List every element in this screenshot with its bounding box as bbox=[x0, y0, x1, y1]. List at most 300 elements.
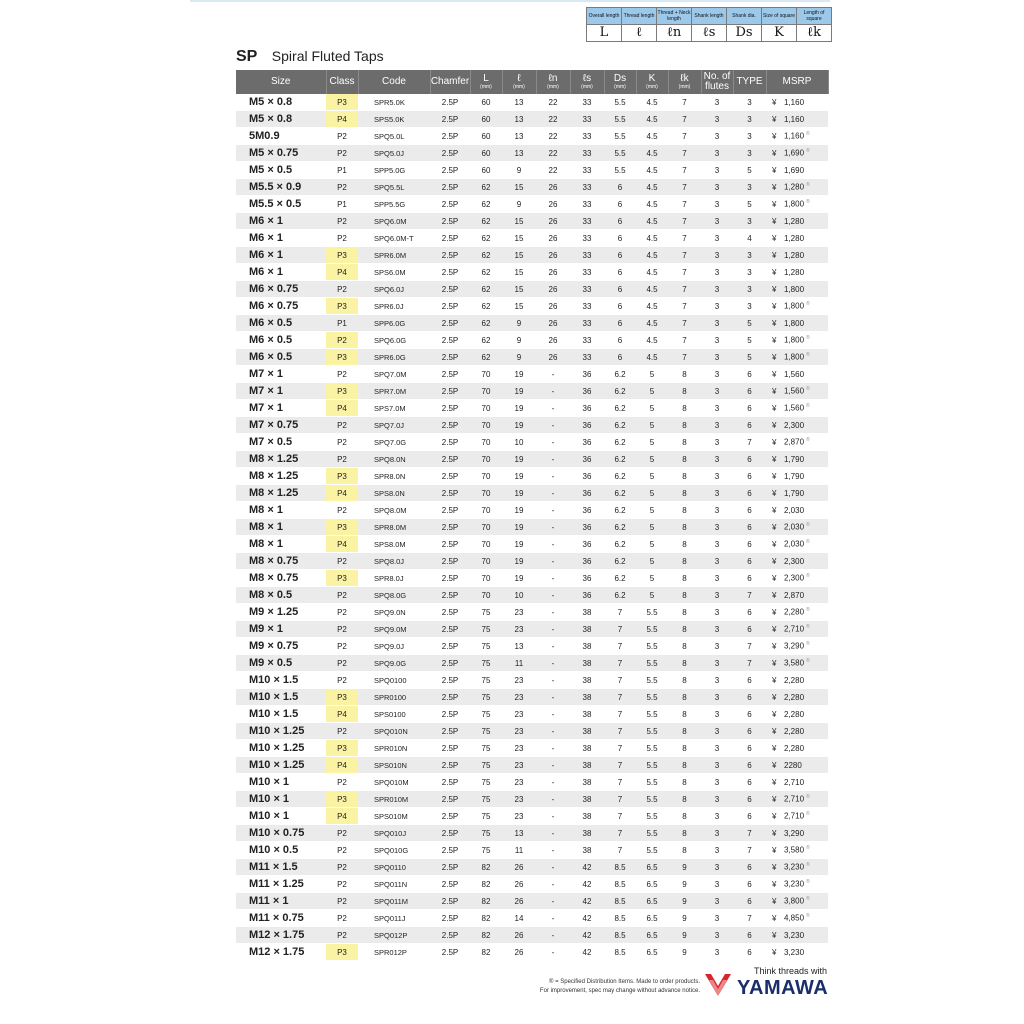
cell-class: P2 bbox=[326, 604, 358, 621]
cell-thread-length: 13 bbox=[502, 94, 536, 111]
cell-size: M9 × 1 bbox=[236, 621, 326, 638]
cell-overall-length: 62 bbox=[470, 179, 502, 196]
table-row bbox=[236, 315, 828, 332]
cell-chamfer: 2.5P bbox=[430, 111, 470, 128]
cell-flutes: 3 bbox=[701, 230, 733, 247]
currency-symbol: ¥ bbox=[772, 148, 777, 158]
cell-class: P2 bbox=[326, 417, 358, 434]
currency-symbol: ¥ bbox=[772, 777, 777, 787]
cell-msrp bbox=[766, 604, 828, 621]
cell-type: 7 bbox=[733, 638, 766, 655]
cell-msrp bbox=[766, 825, 828, 842]
cell-thread-length: 23 bbox=[502, 672, 536, 689]
cell-chamfer: 2.5P bbox=[430, 791, 470, 808]
msrp-value: 2,030 bbox=[784, 539, 805, 549]
cell-code: SPQ010M bbox=[358, 774, 430, 791]
cell-overall-length: 82 bbox=[470, 927, 502, 944]
cell-chamfer: 2.5P bbox=[430, 162, 470, 179]
cell-shank-dia: 7 bbox=[604, 689, 636, 706]
cell-chamfer: 2.5P bbox=[430, 774, 470, 791]
cell-class: P2 bbox=[326, 179, 358, 196]
cell-type: 6 bbox=[733, 400, 766, 417]
legend-symbol: ℓn bbox=[657, 25, 692, 42]
table-row bbox=[236, 179, 828, 196]
cell-flutes: 3 bbox=[701, 111, 733, 128]
cell-shank-length: 33 bbox=[570, 332, 604, 349]
cell-code: SPR8.0M bbox=[358, 519, 430, 536]
table-row bbox=[236, 434, 828, 451]
table-row bbox=[236, 825, 828, 842]
cell-neck-length: 22 bbox=[536, 111, 570, 128]
cell-thread-length: 9 bbox=[502, 162, 536, 179]
cell-shank-length: 38 bbox=[570, 791, 604, 808]
cell-shank-dia: 6 bbox=[604, 264, 636, 281]
table-row bbox=[236, 859, 828, 876]
cell-msrp bbox=[766, 791, 828, 808]
cell-flutes: 3 bbox=[701, 468, 733, 485]
cell-neck-length: - bbox=[536, 944, 570, 961]
currency-symbol: ¥ bbox=[772, 828, 777, 838]
cell-square-length: 9 bbox=[668, 927, 701, 944]
cell-square-size: 5 bbox=[636, 502, 668, 519]
cell-square-length: 7 bbox=[668, 162, 701, 179]
cell-shank-length: 38 bbox=[570, 842, 604, 859]
cell-thread-length: 14 bbox=[502, 910, 536, 927]
cell-thread-length: 19 bbox=[502, 400, 536, 417]
cell-shank-dia: 6.2 bbox=[604, 451, 636, 468]
column-header bbox=[570, 70, 604, 94]
currency-symbol: ¥ bbox=[772, 454, 777, 464]
currency-symbol: ¥ bbox=[772, 488, 777, 498]
cell-shank-length: 33 bbox=[570, 213, 604, 230]
cell-size: M8 × 1 bbox=[236, 502, 326, 519]
cell-square-length: 8 bbox=[668, 774, 701, 791]
cell-flutes: 3 bbox=[701, 128, 733, 145]
cell-shank-length: 36 bbox=[570, 570, 604, 587]
cell-msrp bbox=[766, 111, 828, 128]
cell-thread-length: 23 bbox=[502, 604, 536, 621]
cell-shank-dia: 6 bbox=[604, 332, 636, 349]
column-header-label: TYPE bbox=[736, 76, 763, 87]
cell-shank-dia: 8.5 bbox=[604, 944, 636, 961]
cell-type: 6 bbox=[733, 944, 766, 961]
cell-square-size: 5 bbox=[636, 536, 668, 553]
cell-code: SPR5.0K bbox=[358, 94, 430, 111]
cell-thread-length: 23 bbox=[502, 774, 536, 791]
cell-type: 3 bbox=[733, 213, 766, 230]
msrp-value: 1,800 bbox=[784, 352, 805, 362]
cell-msrp bbox=[766, 859, 828, 876]
cell-shank-dia: 6.2 bbox=[604, 434, 636, 451]
cell-shank-length: 33 bbox=[570, 315, 604, 332]
cell-thread-length: 13 bbox=[502, 638, 536, 655]
legend-symbol: ℓ bbox=[622, 25, 657, 42]
table-row bbox=[236, 638, 828, 655]
table-row bbox=[236, 740, 828, 757]
cell-shank-length: 42 bbox=[570, 927, 604, 944]
cell-msrp bbox=[766, 94, 828, 111]
cell-size: M10 × 1.5 bbox=[236, 689, 326, 706]
column-header bbox=[701, 70, 733, 94]
cell-chamfer: 2.5P bbox=[430, 570, 470, 587]
cell-square-size: 5.5 bbox=[636, 791, 668, 808]
cell-neck-length: - bbox=[536, 366, 570, 383]
cell-square-size: 5 bbox=[636, 417, 668, 434]
table-row bbox=[236, 876, 828, 893]
cell-flutes: 3 bbox=[701, 859, 733, 876]
currency-symbol: ¥ bbox=[772, 386, 777, 396]
cell-chamfer: 2.5P bbox=[430, 332, 470, 349]
cell-flutes: 3 bbox=[701, 298, 733, 315]
cell-neck-length: 26 bbox=[536, 264, 570, 281]
msrp-value: 3,230 bbox=[784, 879, 805, 889]
cell-flutes: 3 bbox=[701, 434, 733, 451]
cell-msrp bbox=[766, 740, 828, 757]
cell-square-size: 5 bbox=[636, 485, 668, 502]
cell-class: P3 bbox=[326, 740, 358, 757]
table-row bbox=[236, 485, 828, 502]
currency-symbol: ¥ bbox=[772, 556, 777, 566]
cell-shank-length: 38 bbox=[570, 604, 604, 621]
cell-overall-length: 82 bbox=[470, 944, 502, 961]
cell-thread-length: 13 bbox=[502, 145, 536, 162]
cell-class: P2 bbox=[326, 366, 358, 383]
cell-shank-dia: 5.5 bbox=[604, 111, 636, 128]
cell-square-length: 8 bbox=[668, 468, 701, 485]
cell-overall-length: 82 bbox=[470, 910, 502, 927]
cell-square-size: 6.5 bbox=[636, 893, 668, 910]
cell-shank-dia: 6.2 bbox=[604, 553, 636, 570]
table-row bbox=[236, 944, 828, 961]
cell-overall-length: 75 bbox=[470, 842, 502, 859]
cell-neck-length: - bbox=[536, 893, 570, 910]
cell-shank-dia: 5.5 bbox=[604, 162, 636, 179]
cell-neck-length: 22 bbox=[536, 162, 570, 179]
cell-thread-length: 23 bbox=[502, 621, 536, 638]
cell-square-size: 5 bbox=[636, 587, 668, 604]
cell-code: SPQ7.0G bbox=[358, 434, 430, 451]
cell-shank-length: 42 bbox=[570, 910, 604, 927]
distribution-mark: ® bbox=[806, 607, 810, 614]
cell-flutes: 3 bbox=[701, 876, 733, 893]
table-row bbox=[236, 553, 828, 570]
cell-overall-length: 62 bbox=[470, 315, 502, 332]
cell-flutes: 3 bbox=[701, 264, 733, 281]
cell-overall-length: 62 bbox=[470, 298, 502, 315]
cell-square-size: 5.5 bbox=[636, 808, 668, 825]
cell-code: SPQ010J bbox=[358, 825, 430, 842]
cell-shank-dia: 6.2 bbox=[604, 536, 636, 553]
cell-size: M6 × 1 bbox=[236, 213, 326, 230]
cell-shank-dia: 6.2 bbox=[604, 587, 636, 604]
cell-square-length: 8 bbox=[668, 638, 701, 655]
cell-shank-length: 33 bbox=[570, 196, 604, 213]
cell-shank-dia: 6 bbox=[604, 247, 636, 264]
cell-code: SPQ5.0L bbox=[358, 128, 430, 145]
cell-square-size: 4.5 bbox=[636, 145, 668, 162]
cell-flutes: 3 bbox=[701, 927, 733, 944]
cell-neck-length: - bbox=[536, 689, 570, 706]
cell-chamfer: 2.5P bbox=[430, 213, 470, 230]
cell-type: 6 bbox=[733, 672, 766, 689]
currency-symbol: ¥ bbox=[772, 471, 777, 481]
cell-shank-dia: 6.2 bbox=[604, 502, 636, 519]
msrp-value: 1,800 bbox=[784, 335, 805, 345]
cell-shank-dia: 6.2 bbox=[604, 485, 636, 502]
cell-shank-dia: 6 bbox=[604, 298, 636, 315]
cell-code: SPQ010N bbox=[358, 723, 430, 740]
currency-symbol: ¥ bbox=[772, 675, 777, 685]
cell-square-size: 5 bbox=[636, 519, 668, 536]
cell-overall-length: 62 bbox=[470, 349, 502, 366]
currency-symbol: ¥ bbox=[772, 369, 777, 379]
cell-neck-length: - bbox=[536, 383, 570, 400]
cell-type: 3 bbox=[733, 247, 766, 264]
cell-chamfer: 2.5P bbox=[430, 859, 470, 876]
cell-thread-length: 23 bbox=[502, 757, 536, 774]
cell-class: P2 bbox=[326, 893, 358, 910]
msrp-value: 2,300 bbox=[784, 556, 805, 566]
cell-square-length: 7 bbox=[668, 247, 701, 264]
cell-shank-dia: 7 bbox=[604, 842, 636, 859]
cell-class: P2 bbox=[326, 774, 358, 791]
cell-neck-length: 26 bbox=[536, 213, 570, 230]
cell-shank-length: 33 bbox=[570, 162, 604, 179]
cell-square-size: 5.5 bbox=[636, 604, 668, 621]
cell-overall-length: 60 bbox=[470, 145, 502, 162]
msrp-value: 2,870 bbox=[784, 590, 805, 600]
table-row bbox=[236, 230, 828, 247]
cell-square-length: 7 bbox=[668, 128, 701, 145]
cell-neck-length: 26 bbox=[536, 230, 570, 247]
cell-square-size: 5 bbox=[636, 468, 668, 485]
cell-overall-length: 75 bbox=[470, 672, 502, 689]
cell-chamfer: 2.5P bbox=[430, 179, 470, 196]
currency-symbol: ¥ bbox=[772, 930, 777, 940]
column-header-unit: (mm) bbox=[581, 84, 593, 90]
column-header bbox=[668, 70, 701, 94]
cell-chamfer: 2.5P bbox=[430, 298, 470, 315]
cell-chamfer: 2.5P bbox=[430, 485, 470, 502]
cell-shank-dia: 7 bbox=[604, 757, 636, 774]
currency-symbol: ¥ bbox=[772, 624, 777, 634]
cell-square-size: 4.5 bbox=[636, 247, 668, 264]
cell-neck-length: - bbox=[536, 740, 570, 757]
cell-thread-length: 23 bbox=[502, 706, 536, 723]
msrp-value: 1,280 bbox=[784, 216, 805, 226]
cell-type: 6 bbox=[733, 791, 766, 808]
cell-type: 5 bbox=[733, 349, 766, 366]
cell-code: SPS0100 bbox=[358, 706, 430, 723]
cell-chamfer: 2.5P bbox=[430, 400, 470, 417]
cell-flutes: 3 bbox=[701, 638, 733, 655]
footer-note-distribution: ® = Specified Distribution Items. Made to order products. bbox=[549, 979, 700, 985]
cell-overall-length: 70 bbox=[470, 383, 502, 400]
cell-flutes: 3 bbox=[701, 366, 733, 383]
cell-thread-length: 19 bbox=[502, 485, 536, 502]
table-row bbox=[236, 383, 828, 400]
column-header bbox=[766, 70, 828, 94]
cell-square-size: 5 bbox=[636, 451, 668, 468]
cell-square-length: 8 bbox=[668, 485, 701, 502]
distribution-mark: ® bbox=[806, 845, 810, 852]
cell-square-length: 7 bbox=[668, 179, 701, 196]
cell-type: 7 bbox=[733, 842, 766, 859]
cell-square-size: 5.5 bbox=[636, 672, 668, 689]
cell-neck-length: - bbox=[536, 621, 570, 638]
cell-type: 3 bbox=[733, 179, 766, 196]
cell-shank-dia: 6 bbox=[604, 281, 636, 298]
cell-msrp bbox=[766, 706, 828, 723]
cell-type: 6 bbox=[733, 621, 766, 638]
cell-size: M6 × 1 bbox=[236, 247, 326, 264]
cell-flutes: 3 bbox=[701, 281, 733, 298]
cell-type: 6 bbox=[733, 774, 766, 791]
legend-symbol: L bbox=[587, 25, 622, 42]
cell-shank-length: 33 bbox=[570, 281, 604, 298]
cell-code: SPS5.0K bbox=[358, 111, 430, 128]
column-header-unit: (mm) bbox=[513, 84, 525, 90]
cell-type: 5 bbox=[733, 315, 766, 332]
cell-class: P2 bbox=[326, 281, 358, 298]
cell-neck-length: - bbox=[536, 400, 570, 417]
cell-msrp bbox=[766, 400, 828, 417]
cell-msrp bbox=[766, 298, 828, 315]
cell-neck-length: 26 bbox=[536, 281, 570, 298]
cell-thread-length: 19 bbox=[502, 536, 536, 553]
cell-thread-length: 23 bbox=[502, 723, 536, 740]
cell-code: SPQ6.0J bbox=[358, 281, 430, 298]
currency-symbol: ¥ bbox=[772, 131, 777, 141]
cell-neck-length: - bbox=[536, 672, 570, 689]
cell-msrp bbox=[766, 468, 828, 485]
cell-class: P3 bbox=[326, 944, 358, 961]
cell-square-length: 8 bbox=[668, 757, 701, 774]
cell-thread-length: 15 bbox=[502, 264, 536, 281]
column-header bbox=[502, 70, 536, 94]
cell-class: P1 bbox=[326, 315, 358, 332]
msrp-value: 1,800 bbox=[784, 284, 805, 294]
cell-size: M7 × 0.5 bbox=[236, 434, 326, 451]
distribution-mark: ® bbox=[806, 624, 810, 631]
cell-shank-length: 38 bbox=[570, 723, 604, 740]
cell-size: M7 × 1 bbox=[236, 366, 326, 383]
table-row bbox=[236, 655, 828, 672]
cell-type: 6 bbox=[733, 757, 766, 774]
cell-shank-dia: 7 bbox=[604, 655, 636, 672]
cell-shank-dia: 6 bbox=[604, 315, 636, 332]
cell-square-length: 8 bbox=[668, 808, 701, 825]
cell-class: P1 bbox=[326, 196, 358, 213]
cell-chamfer: 2.5P bbox=[430, 366, 470, 383]
cell-code: SPR8.0J bbox=[358, 570, 430, 587]
cell-square-length: 8 bbox=[668, 740, 701, 757]
cell-flutes: 3 bbox=[701, 757, 733, 774]
cell-size: M7 × 0.75 bbox=[236, 417, 326, 434]
cell-chamfer: 2.5P bbox=[430, 655, 470, 672]
table-row bbox=[236, 400, 828, 417]
cell-neck-length: - bbox=[536, 451, 570, 468]
cell-msrp bbox=[766, 638, 828, 655]
cell-shank-dia: 5.5 bbox=[604, 94, 636, 111]
cell-shank-length: 38 bbox=[570, 655, 604, 672]
cell-thread-length: 19 bbox=[502, 553, 536, 570]
cell-size: M10 × 1 bbox=[236, 808, 326, 825]
cell-type: 6 bbox=[733, 808, 766, 825]
cell-square-length: 8 bbox=[668, 621, 701, 638]
cell-thread-length: 19 bbox=[502, 451, 536, 468]
cell-size: M8 × 1 bbox=[236, 519, 326, 536]
cell-shank-dia: 6 bbox=[604, 213, 636, 230]
cell-neck-length: - bbox=[536, 791, 570, 808]
cell-class: P2 bbox=[326, 655, 358, 672]
cell-flutes: 3 bbox=[701, 893, 733, 910]
msrp-value: 2,280 bbox=[784, 692, 805, 702]
cell-thread-length: 15 bbox=[502, 213, 536, 230]
cell-flutes: 3 bbox=[701, 400, 733, 417]
cell-flutes: 3 bbox=[701, 672, 733, 689]
cell-overall-length: 70 bbox=[470, 536, 502, 553]
cell-square-length: 7 bbox=[668, 230, 701, 247]
cell-thread-length: 11 bbox=[502, 655, 536, 672]
cell-flutes: 3 bbox=[701, 825, 733, 842]
cell-square-size: 4.5 bbox=[636, 128, 668, 145]
cell-shank-length: 36 bbox=[570, 553, 604, 570]
cell-neck-length: 26 bbox=[536, 179, 570, 196]
cell-size: M5.5 × 0.5 bbox=[236, 196, 326, 213]
msrp-value: 3,290 bbox=[784, 828, 805, 838]
cell-neck-length: - bbox=[536, 774, 570, 791]
cell-class: P2 bbox=[326, 230, 358, 247]
cell-chamfer: 2.5P bbox=[430, 910, 470, 927]
cell-chamfer: 2.5P bbox=[430, 264, 470, 281]
cell-msrp bbox=[766, 434, 828, 451]
cell-square-length: 8 bbox=[668, 570, 701, 587]
cell-msrp bbox=[766, 332, 828, 349]
cell-msrp bbox=[766, 128, 828, 145]
cell-square-length: 8 bbox=[668, 672, 701, 689]
cell-shank-length: 36 bbox=[570, 468, 604, 485]
cell-square-length: 7 bbox=[668, 111, 701, 128]
cell-code: SPQ8.0M bbox=[358, 502, 430, 519]
cell-size: M6 × 0.75 bbox=[236, 281, 326, 298]
yamawa-mark-icon bbox=[703, 970, 733, 998]
table-row bbox=[236, 791, 828, 808]
cell-msrp bbox=[766, 451, 828, 468]
currency-symbol: ¥ bbox=[772, 335, 777, 345]
column-header-unit: (mm) bbox=[547, 84, 559, 90]
column-header-label: L bbox=[483, 73, 489, 84]
cell-msrp bbox=[766, 587, 828, 604]
cell-square-size: 5.5 bbox=[636, 621, 668, 638]
cell-type: 6 bbox=[733, 893, 766, 910]
msrp-value: 1,690 bbox=[784, 148, 805, 158]
column-header-label: Class bbox=[329, 76, 355, 87]
cell-type: 6 bbox=[733, 740, 766, 757]
currency-symbol: ¥ bbox=[772, 250, 777, 260]
cell-square-size: 6.5 bbox=[636, 876, 668, 893]
cell-code: SPQ9.0M bbox=[358, 621, 430, 638]
cell-class: P3 bbox=[326, 349, 358, 366]
cell-shank-length: 38 bbox=[570, 706, 604, 723]
cell-class: P2 bbox=[326, 145, 358, 162]
table-row bbox=[236, 536, 828, 553]
currency-symbol: ¥ bbox=[772, 743, 777, 753]
cell-code: SPQ0110 bbox=[358, 859, 430, 876]
msrp-value: 1,160 bbox=[784, 114, 805, 124]
cell-shank-length: 36 bbox=[570, 383, 604, 400]
cell-type: 6 bbox=[733, 536, 766, 553]
